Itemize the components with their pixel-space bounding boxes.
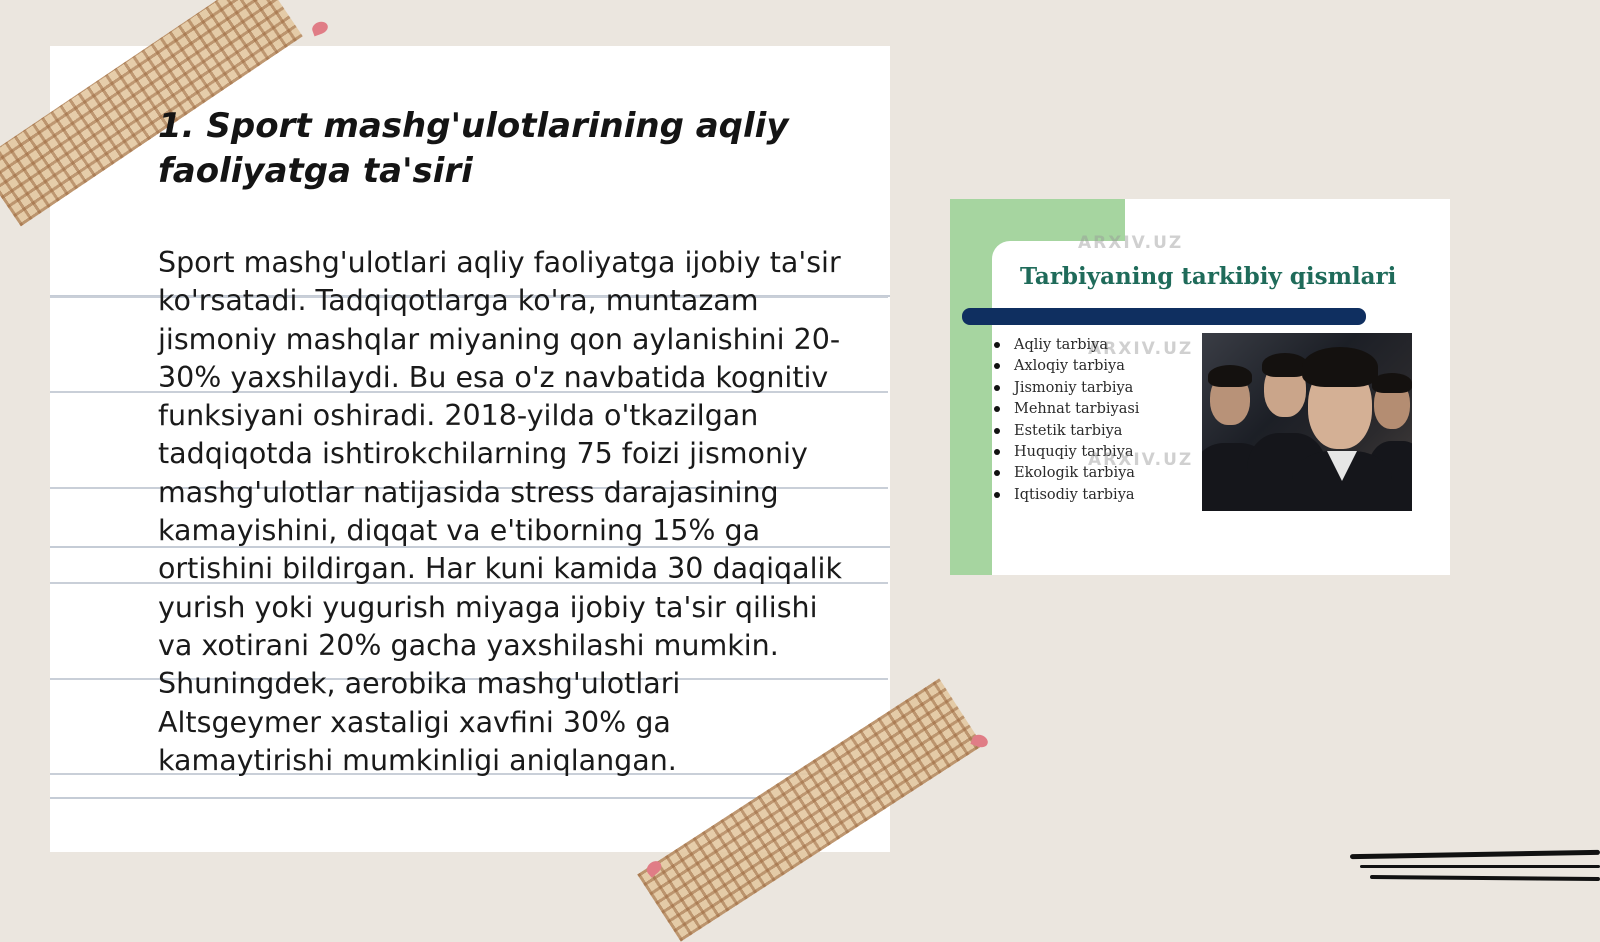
photo-figure <box>1208 365 1252 387</box>
watermark-text: ARXIV.UZ <box>1088 450 1194 470</box>
list-item: Jismoniy tarbiya <box>994 378 1139 399</box>
embedded-slide-title: Tarbiyaning tarkibiy qismlari <box>1020 263 1397 290</box>
slide-body-text: Sport mashg'ulotlari aqliy faoliyatga ijobiy ta'sir ko'rsatadi. Tadqiqotlarga ko'ra, muntazam jismoniy mashqlar miyaning qon aylanishini 20-30% yaxshilaydi. Bu esa o'z navbatida kognitiv funksiyani oshiradi. 2018-yilda o'tkazilgan tadqiqotda ishtirokchilarning 75 foizi jismoniy mashg'ulotlar natijasida stress darajasining kamayishini, diqqat va e'tiborning 15% ga ortishini bildirgan. Har kuni kamida 30 daqiqalik yurish yoki yugurish miyaga ijobiy ta'sir qilishi va xotirani 20% gacha yaxshilashi mumkin. Shuningdek, aerobika mashg'ulotlari Altsgeymer xastaligi xavfini 30% ga kamaytirishi mumkinligi aniqlangan. <box>158 246 842 777</box>
list-item: Huquqiy tarbiya <box>994 442 1139 463</box>
list-item: Mehnat tarbiyasi <box>994 399 1139 420</box>
list-item: Ekologik tarbiya <box>994 463 1139 484</box>
embedded-slide-image <box>950 199 1450 575</box>
bullet-icon <box>994 342 1000 348</box>
bullet-icon <box>994 428 1000 434</box>
title-underline-bar <box>962 308 1366 325</box>
slide-title: 1. Sport mashg'ulotlarining aqliy faoliyatga ta'siri <box>158 106 789 191</box>
bullet-icon <box>994 385 1000 391</box>
bullet-icon <box>994 449 1000 455</box>
photo-figure <box>1372 373 1412 393</box>
tarbiya-list <box>994 335 1139 506</box>
photo-figure <box>1302 347 1378 387</box>
decorative-stroke <box>1350 850 1600 859</box>
list-item: Aqliy tarbiya <box>994 335 1139 356</box>
bullet-icon <box>994 363 1000 369</box>
decorative-stroke <box>1370 875 1600 881</box>
bullet-icon <box>994 470 1000 476</box>
decorative-stroke <box>1360 865 1600 868</box>
list-item: Axloqiy tarbiya <box>994 356 1139 377</box>
bullet-icon <box>994 406 1000 412</box>
list-item: Estetik tarbiya <box>994 421 1139 442</box>
watermark-text: ARXIV.UZ <box>1088 339 1194 359</box>
students-photo <box>1202 333 1412 511</box>
list-item: Iqtisodiy tarbiya <box>994 485 1139 506</box>
watermark-text: ARXIV.UZ <box>1078 233 1184 253</box>
tape-heart-decoration <box>310 20 329 37</box>
bullet-icon <box>994 492 1000 498</box>
